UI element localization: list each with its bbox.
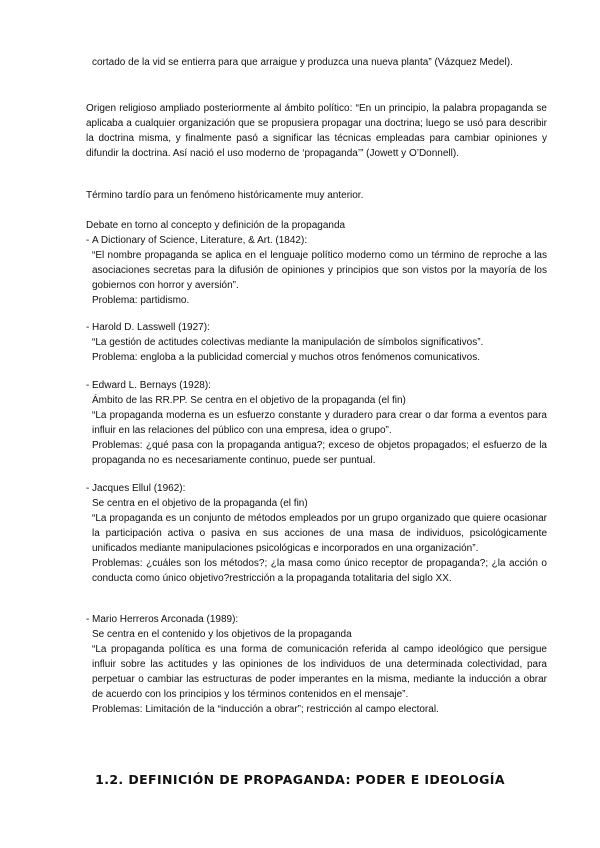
entry-focus: Ámbito de las RR.PP. Se centra en el objetivo de la propaganda (el fin) [92,395,406,406]
entry-problem: Problemas: Limitación de la “inducción a obrar”; restricción al campo electoral. [92,704,439,715]
list-bullet: - [86,614,90,625]
entry-focus: Se centra en el objetivo de la propaganda (el fin) [92,498,308,509]
entry-source: Jacques Ellul (1962): [92,483,186,494]
entry-problem: Problemas: ¿cuáles son los métodos?; ¿la masa como único receptor de propaganda?; ¿la acción o conducta como único objetivo?restricción a la propaganda totalitaria del siglo XX. [92,558,547,584]
entry-focus: Se centra en el contenido y los objetivos de la propaganda [92,629,352,640]
section-heading: 1.2. DEFINICIÓN DE PROPAGANDA: PODER E IDEOLOGÍA [95,772,505,787]
entry-quote: “La propaganda es un conjunto de métodos empleados por un grupo organizado que quiere ocasionar la participación activa o pasiva en sus acciones de una masa de individuos, psicológicamente unificados mediante manipulaciones psicológicas e incorporados en una organización”. [92,513,547,554]
list-bullet: - [86,380,90,391]
entry-problem: Problema: engloba a la publicidad comercial y muchos otros fenómenos comunicativos. [92,352,480,363]
quote-continuation: cortado de la vid se entierra para que arraigue y produzca una nueva planta” (Vázquez Medel). [92,57,513,68]
entry-problem: Problemas: ¿qué pasa con la propaganda antigua?; exceso de objetos propagados; el esfuerzo de la propaganda no es necesariamente continuo, puede ser puntual. [92,440,547,466]
entry-source: A Dictionary of Science, Literature, & Art. (1842): [92,235,308,246]
entry-source: Harold D. Lasswell (1927): [92,322,210,333]
debate-title: Debate en torno al concepto y definición de la propaganda [86,220,346,231]
list-bullet: - [86,322,90,333]
entry-quote: “El nombre propaganda se aplica en el lenguaje político moderno como un término de reproche a las asociaciones secretas para la difusión de opiniones y principios que son vistos por la mayoría de los gobiernos con horror y aversión”. [92,250,547,291]
entry-quote: “La propaganda política es una forma de comunicación referida al campo ideológico que persigue influir sobre las actitudes y las opiniones de los individuos de una determinada colectividad, para perpetuar o cambiar las estructuras de poder imperantes en la misma, mediante la inducción a obrar de acuerdo con los principios y los términos contenidos en el mensaje”. [92,644,547,700]
entry-source: Mario Herreros Arconada (1989): [92,614,239,625]
paragraph-late-term: Término tardío para un fenómeno históricamente muy anterior. [86,190,364,201]
entry-problem: Problema: partidismo. [92,295,190,306]
entry-quote: “La gestión de actitudes colectivas mediante la manipulación de símbolos significativos”. [92,337,484,348]
paragraph-religious-origin: Origen religioso ampliado posteriormente al ámbito político: “En un principio, la palabra propaganda se aplicaba a cualquier organización que se propusiera propagar una doctrina; luego se usó para describir la doctrina misma, y finalmente pasó a significar las técnicas empleadas para cambiar opiniones y difundir la doctrina. Así nació el uso moderno de ‘propaganda’” (Jowett y O’Donnell). [86,103,547,159]
entry-quote: “La propaganda moderna es un esfuerzo constante y duradero para crear o dar forma a eventos para influir en las relaciones del público con una empresa, idea o grupo”. [92,410,547,436]
entry-source: Edward L. Bernays (1928): [92,380,211,391]
list-bullet: - [86,235,90,246]
list-bullet: - [86,483,90,494]
